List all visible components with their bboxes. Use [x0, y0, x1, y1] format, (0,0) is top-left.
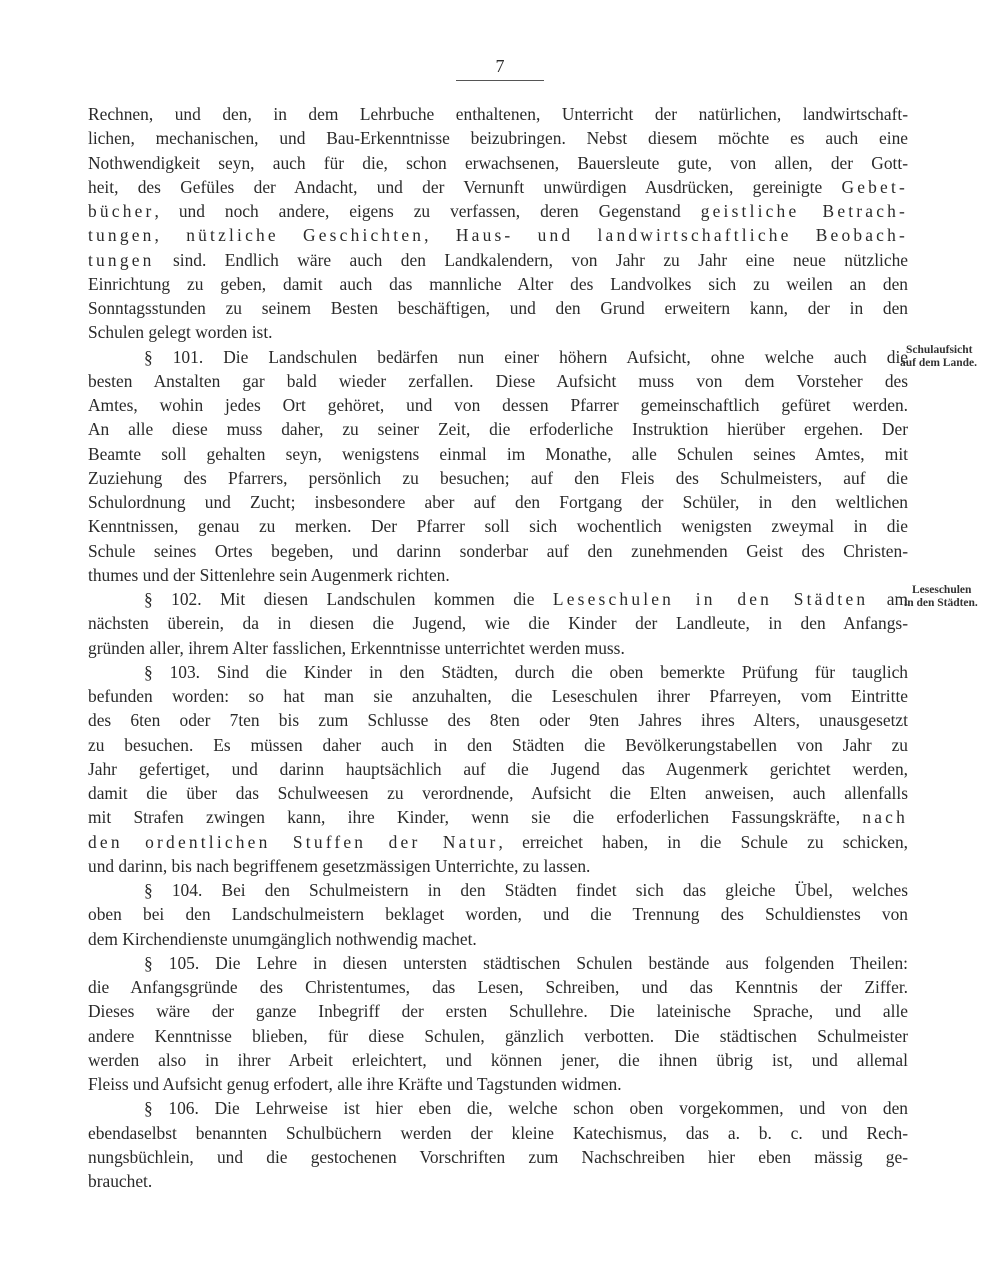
text-line: befunden worden: so hat man sie anzuhalten, die Leseschulen ihrer Pfarreyen, vom Eintritte	[88, 686, 908, 706]
paragraph	[88, 345, 908, 588]
spaced-emphasis: tungen	[88, 249, 155, 270]
text-line: Schule seines Ortes begeben, und darinn sonderbar auf den zunehmenden Geist des Christen-	[88, 540, 908, 561]
text-line: Zuziehung des Pfarrers, persönlich zu besuchen; auf den Fleis des Schulmeisters, auf die	[88, 467, 908, 488]
text-line: Rechnen, und den, in dem Lehrbuche enthaltenen, Unterricht der natürlichen, landwirtschaft-	[88, 104, 908, 124]
paragraph	[88, 1096, 908, 1193]
text-line: § 104. Bei den Schulmeistern in den Städten findet sich das gleiche Übel, welches	[144, 880, 908, 900]
text-line: und darinn, bis nach begriffenem gesetzmässigen Unterrichte, zu lassen.	[88, 855, 591, 876]
text-line: nungsbüchlein, und die gestochenen Vorschriften zum Nachschreiben hier eben mässig ge-	[88, 1146, 908, 1167]
text-line: Sonntagsstunden zu seinem Besten beschäftigen, und den Grund erweitern kann, der in den	[88, 298, 908, 318]
paragraph	[88, 660, 908, 878]
margin-note-schulaufsicht	[900, 344, 977, 370]
margin-note-line: in den Städten.	[904, 597, 978, 609]
text-line: die Anfangsgründe des Christentumes, das Lesen, Schreiben, und das Kenntnis der Ziffer.	[88, 977, 908, 997]
text-line: ebendaselbst benannten Schulbüchern werden der kleine Katechismus, das a. b. c. und Rech-	[88, 1122, 908, 1143]
text-segment: , und noch andere, eigens zu verfassen, deren Gegenstand	[154, 201, 701, 221]
text-line: gründen aller, ihrem Alter fasslichen, Erkenntnisse unterrichtet werden muss.	[88, 637, 625, 658]
text-line: Beamte soll gehalten seyn, wenigstens einmal im Monathe, alle Schulen seines Amtes, mit	[88, 443, 908, 464]
text-line: Schulen gelegt worden ist.	[88, 322, 273, 343]
text-segment: sind. Endlich wäre auch den Landkalendern, von Jahr zu Jahr eine neue nützliche	[154, 249, 908, 270]
text-line: Einrichtung zu geben, damit auch das mannliche Alter des Landvolkes sich zu weilen an den	[88, 273, 908, 294]
text-line: dem Kirchendienste unumgänglich nothwendig machet.	[88, 928, 477, 949]
spaced-emphasis: den ordentlichen Stuffen der Natur	[88, 831, 499, 852]
text-line: Nothwendigkeit seyn, auch für die, schon erwachsenen, Bauersleute gute, von allen, der Gott-	[88, 152, 908, 173]
spaced-emphasis: geistliche Betrach-	[700, 201, 909, 221]
text-line: Jahr gefertiget, und darinn hauptsächlich auf die Jugend das Augenmerk gerichtet werden,	[88, 758, 908, 779]
text-line: An alle diese muss daher, zu seiner Zeit, die erfoderliche Instruktion hierüber ergehen. Der	[88, 419, 908, 440]
margin-note-line: auf dem Lande.	[900, 357, 977, 369]
text-line: § 103. Sind die Kinder in den Städten, durch die oben bemerkte Prüfung für tauglich	[144, 661, 908, 682]
text-segment: , erreichet haben, in die Schule zu schicken,	[498, 831, 908, 852]
text-line: § 101. Die Landschulen bedärfen nun einer höhern Aufsicht, ohne welche auch die	[144, 346, 908, 367]
body-text	[88, 102, 908, 1193]
text-segment: heit, des Gefüles der Andacht, und der Vernunft unwürdigen Ausdrücken, gereinigte	[88, 176, 842, 197]
spaced-emphasis: Gebet-	[841, 176, 908, 197]
text-segment: mit Strafen zwingen kann, ihre Kinder, wenn sie die erfoderlichen Fassungskräfte,	[88, 807, 863, 828]
text-line: Dieses wäre der ganze Inbegriff der ersten Schullehre. Die lateinische Sprache, und alle	[88, 1001, 908, 1022]
text-line	[88, 805, 908, 829]
text-line: § 106. Die Lehrweise ist hier eben die, welche schon oben vorgekommen, und von den	[144, 1098, 908, 1119]
spaced-emphasis: tungen, nützliche Geschichten, Haus- und landwirtschaftliche Beobach-	[88, 225, 908, 246]
text-line	[88, 223, 908, 247]
text-line: des 6ten oder 7ten bis zum Schlusse des 8ten oder 9ten Jahres ihres Alters, unausgesetzt	[88, 710, 908, 731]
text-line: Fleiss und Aufsicht genug erfodert, alle ihre Kräfte und Tagstunden widmen.	[88, 1074, 622, 1094]
spaced-emphasis: Leseschulen in den Städten	[552, 589, 869, 609]
page-number: 7	[495, 56, 505, 76]
margin-note-leseschulen	[904, 584, 978, 610]
text-line: lichen, mechanischen, und Bau-Erkenntnisse beizubringen. Nebst diesem möchte es auch eine	[88, 128, 908, 149]
margin-note-line: Leseschulen	[912, 584, 972, 596]
text-line: nächsten überein, da in diesen die Jugend, wie die Kinder der Landleute, in den Anfangs-	[88, 613, 908, 634]
text-line: Kenntnissen, genau zu merken. Der Pfarrer soll sich wochentlich wenigsten zweymal in die	[88, 516, 908, 537]
text-line: zu besuchen. Es müssen daher auch in den Städten die Bevölkerungstabellen von Jahr zu	[88, 734, 908, 755]
text-segment: am	[868, 589, 908, 609]
paragraph	[88, 102, 908, 345]
header-rule	[456, 80, 544, 81]
paragraph	[88, 878, 908, 951]
text-line: damit die über das Schulweesen zu verordnende, Aufsicht die Elten anweisen, auch allenfalls	[88, 783, 908, 803]
paragraph	[88, 587, 908, 660]
text-segment: § 102. Mit diesen Landschulen kommen die	[144, 589, 553, 609]
text-line: thumes und der Sittenlehre sein Augenmerk richten.	[88, 564, 450, 585]
text-line: § 105. Die Lehre in diesen untersten städtischen Schulen bestände aus folgenden Theilen:	[144, 952, 908, 973]
text-line	[88, 199, 908, 223]
text-line: brauchet.	[88, 1171, 153, 1191]
text-line: werden also in ihrer Arbeit erleichtert, und können jener, die ihnen übrig ist, und allemal	[88, 1049, 908, 1070]
text-line: Amtes, wohin jedes Ort gehöret, und von dessen Pfarrer gemeinschaftlich gefüret werden.	[88, 395, 908, 415]
spaced-emphasis: bücher	[88, 201, 155, 221]
text-line: Schulordnung und Zucht; insbesondere aber auf den Fortgang der Schüler, in den weltlichen	[88, 492, 908, 512]
text-line: andere Kenntnisse blieben, für diese Schulen, gänzlich verbotten. Die städtischen Schulmeister	[88, 1025, 908, 1046]
text-line	[88, 248, 908, 272]
paragraph	[88, 951, 908, 1097]
spaced-emphasis: nach	[862, 807, 908, 828]
text-line	[88, 587, 908, 611]
text-line	[88, 175, 908, 199]
text-line	[88, 830, 908, 854]
text-line: oben bei den Landschulmeistern beklaget worden, und die Trennung des Schuldienstes von	[88, 904, 908, 925]
text-line: besten Anstalten gar bald wieder zerfallen. Diese Aufsicht muss von dem Vorsteher des	[88, 370, 908, 391]
margin-note-line: Schulaufsicht	[906, 344, 973, 356]
